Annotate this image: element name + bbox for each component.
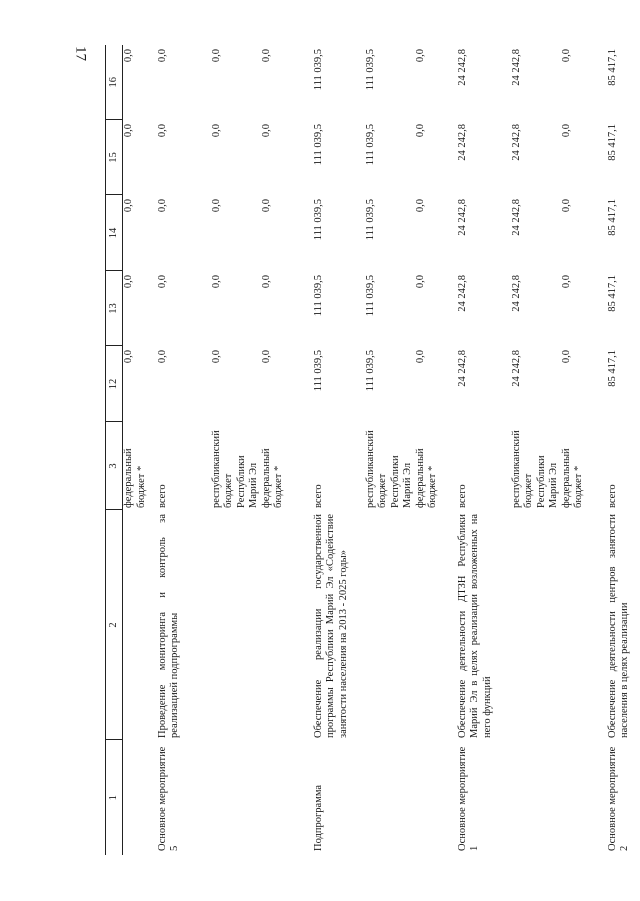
value-cell: 85 417,1 <box>606 199 618 236</box>
value-cell: 111 039,5 <box>364 199 376 241</box>
value-cell: 0,0 <box>414 275 426 289</box>
value-cell: 111 039,5 <box>312 350 324 392</box>
funding-source-cell: всего <box>156 484 168 508</box>
value-cell: 0,0 <box>560 199 572 213</box>
table-row <box>365 45 415 855</box>
column-header: 13 <box>106 271 123 346</box>
measure-description-cell <box>211 510 261 740</box>
value-cell: 85 417,1 <box>606 275 618 312</box>
table-row <box>261 45 313 855</box>
value-cell: 85 417,1 <box>606 124 618 161</box>
value-cell: 0,0 <box>260 350 272 364</box>
value-cell: 111 039,5 <box>364 124 376 166</box>
measure-description-cell <box>261 510 313 740</box>
measure-description-cell: Проведение мониторинга и контроль за реализацией подпрограммы <box>156 514 180 738</box>
page-number: 17 <box>72 46 89 61</box>
budget-table <box>105 45 637 855</box>
measure-name-cell <box>365 740 415 855</box>
measure-description-cell: Обеспечение деятельности ДТЗН Республики Марий Эл в целях реализации возложенных на него функций <box>456 514 493 738</box>
measure-description-cell <box>365 510 415 740</box>
value-cell: 111 039,5 <box>312 275 324 317</box>
funding-source-cell: федеральный бюджет * <box>560 448 584 508</box>
table-body <box>123 45 637 855</box>
value-cell: 0,0 <box>156 275 168 289</box>
column-header: 2 <box>106 510 123 740</box>
value-cell: 0,0 <box>156 49 168 63</box>
value-cell: 111 039,5 <box>312 124 324 166</box>
value-cell: 0,0 <box>560 124 572 138</box>
value-cell: 0,0 <box>260 275 272 289</box>
funding-source-cell: республиканский бюджет Республики Марий Эл <box>510 430 559 508</box>
column-header: 14 <box>106 195 123 271</box>
value-cell: 0,0 <box>123 199 134 213</box>
value-cell: 0,0 <box>210 199 222 213</box>
value-cell: 24 242,8 <box>456 275 468 312</box>
value-cell: 0,0 <box>156 199 168 213</box>
value-cell: 111 039,5 <box>364 49 376 91</box>
column-header: 15 <box>106 120 123 195</box>
value-cell: 0,0 <box>414 124 426 138</box>
value-cell: 24 242,8 <box>510 275 522 312</box>
table-row <box>313 45 365 855</box>
value-cell: 24 242,8 <box>456 49 468 86</box>
value-cell: 0,0 <box>414 350 426 364</box>
value-cell: 0,0 <box>210 49 222 63</box>
measure-description-cell <box>123 510 157 740</box>
value-cell: 24 242,8 <box>456 350 468 387</box>
value-cell: 0,0 <box>560 275 572 289</box>
rotated-page <box>105 45 630 855</box>
table-row <box>415 45 457 855</box>
measure-description-cell: Обеспечение реализации государственной программы Республики Марий Эл «Содействие занятости населения на 2013 - 2025 годы» <box>312 514 349 738</box>
column-header: 1 <box>106 740 123 855</box>
table-row <box>211 45 261 855</box>
value-cell: 24 242,8 <box>510 350 522 387</box>
table-row <box>123 45 157 855</box>
measure-name-cell <box>415 740 457 855</box>
table-row <box>157 45 211 855</box>
column-header: 12 <box>106 346 123 422</box>
value-cell: 111 039,5 <box>364 350 376 392</box>
funding-source-cell: всего <box>312 484 324 508</box>
value-cell: 24 242,8 <box>510 124 522 161</box>
funding-source-cell: федеральный бюджет * <box>260 448 284 508</box>
measure-description-cell: Обеспечение деятельности центров занятости населения в целях реализации <box>606 514 630 738</box>
measure-name-cell <box>211 740 261 855</box>
measure-name-cell <box>261 740 313 855</box>
measure-name-cell <box>561 740 607 855</box>
measure-description-cell <box>561 510 607 740</box>
funding-source-cell: федеральный бюджет * <box>123 448 147 508</box>
value-cell: 24 242,8 <box>510 49 522 86</box>
value-cell: 0,0 <box>123 350 134 364</box>
value-cell: 0,0 <box>123 124 134 138</box>
value-cell: 0,0 <box>260 124 272 138</box>
value-cell: 0,0 <box>156 350 168 364</box>
table-row <box>607 45 637 855</box>
measure-name-cell: Подпрограмма <box>312 784 324 851</box>
value-cell: 0,0 <box>210 350 222 364</box>
table-row <box>561 45 607 855</box>
value-cell: 85 417,1 <box>606 350 618 387</box>
measure-description-cell <box>415 510 457 740</box>
value-cell: 24 242,8 <box>456 199 468 236</box>
measure-name-cell <box>123 740 157 855</box>
value-cell: 24 242,8 <box>456 124 468 161</box>
value-cell: 85 417,1 <box>606 49 618 86</box>
value-cell: 0,0 <box>156 124 168 138</box>
value-cell: 0,0 <box>414 199 426 213</box>
value-cell: 111 039,5 <box>364 275 376 317</box>
value-cell: 0,0 <box>260 199 272 213</box>
funding-source-cell: республиканский бюджет Республики Марий Эл <box>210 430 259 508</box>
value-cell: 24 242,8 <box>510 199 522 236</box>
funding-source-cell: всего <box>606 484 618 508</box>
measure-name-cell: Основное мероприятие 2 <box>606 746 630 851</box>
measure-name-cell <box>511 740 561 855</box>
funding-source-cell: всего <box>456 484 468 508</box>
value-cell: 0,0 <box>123 49 134 63</box>
value-cell: 0,0 <box>260 49 272 63</box>
measure-description-cell <box>511 510 561 740</box>
value-cell: 111 039,5 <box>312 199 324 241</box>
funding-source-cell: республиканский бюджет Республики Марий Эл <box>364 430 413 508</box>
measure-name-cell: Основное мероприятие 1 <box>456 746 480 851</box>
table-header-row <box>106 45 123 855</box>
measure-name-cell: Основное мероприятие 5 <box>156 746 180 851</box>
value-cell: 0,0 <box>414 49 426 63</box>
value-cell: 0,0 <box>560 350 572 364</box>
value-cell: 0,0 <box>210 124 222 138</box>
value-cell: 0,0 <box>560 49 572 63</box>
value-cell: 0,0 <box>210 275 222 289</box>
table-row <box>457 45 511 855</box>
column-header: 16 <box>106 45 123 120</box>
column-header: 3 <box>106 422 123 510</box>
table-row <box>511 45 561 855</box>
funding-source-cell: федеральный бюджет * <box>414 448 438 508</box>
value-cell: 111 039,5 <box>312 49 324 91</box>
value-cell: 0,0 <box>123 275 134 289</box>
